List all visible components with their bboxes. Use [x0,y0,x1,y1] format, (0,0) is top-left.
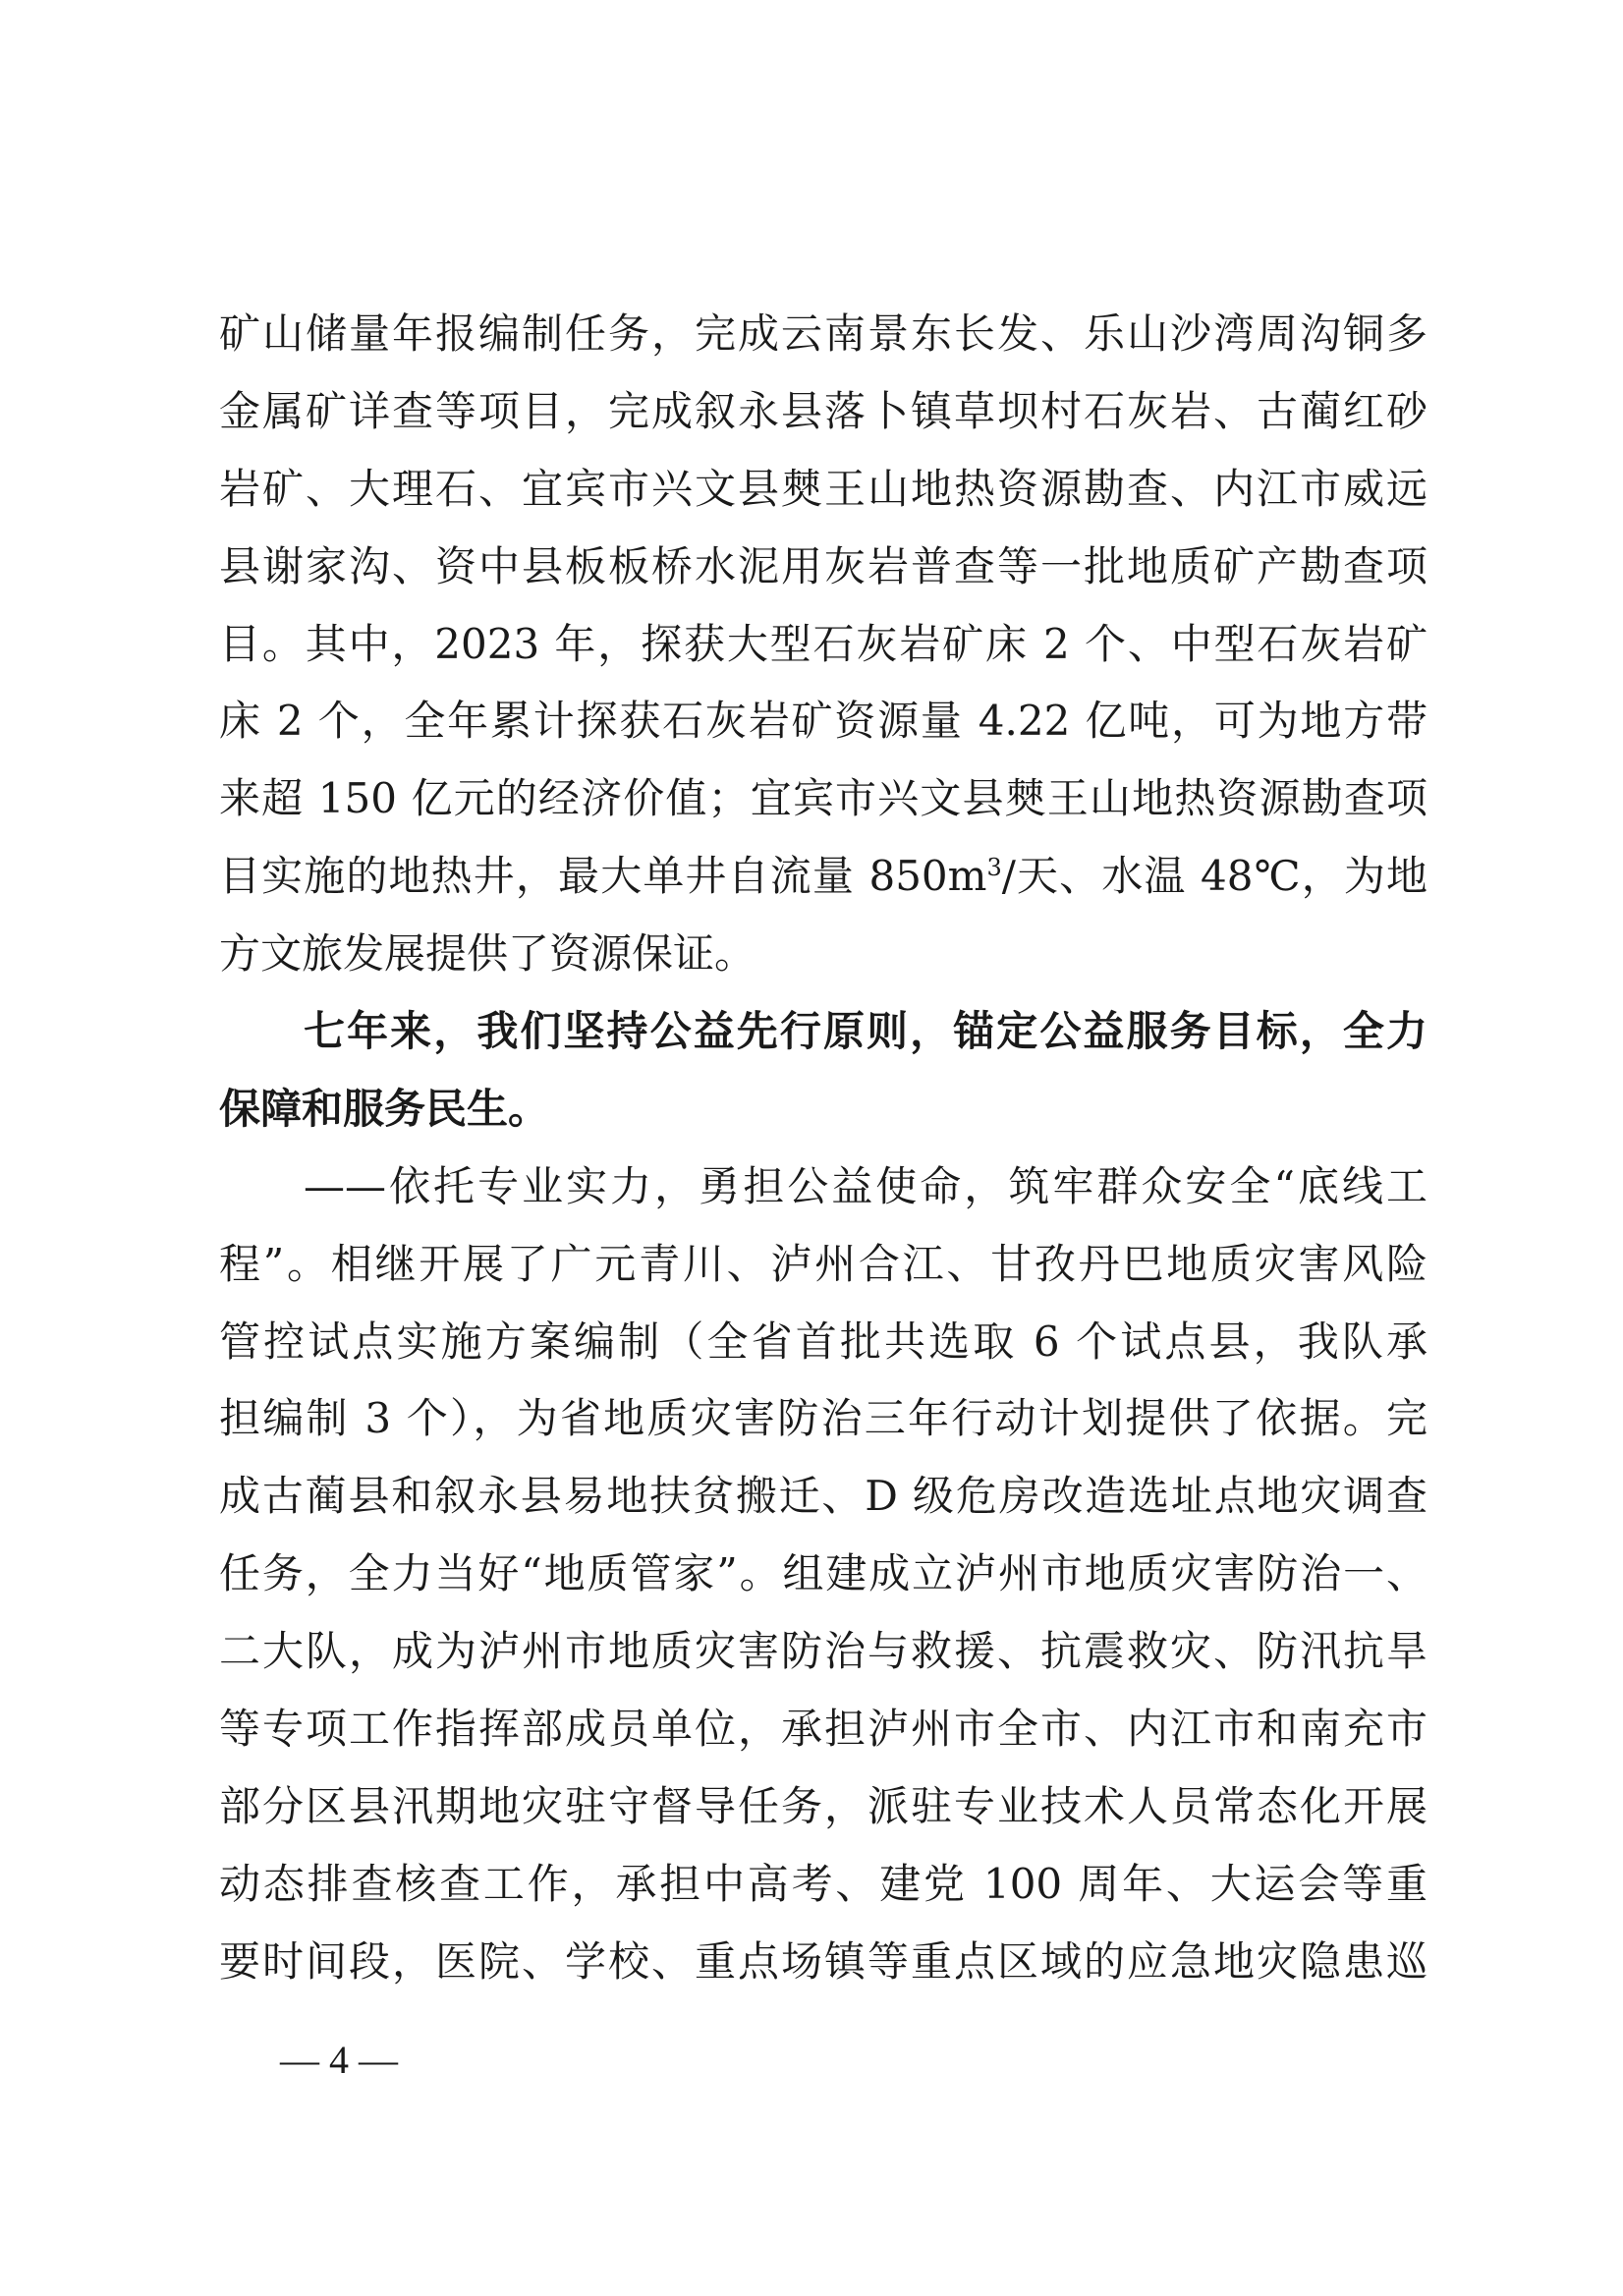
text-segment: 目实施的地热井，最大单井自流量 850m [219,852,987,901]
text-line: 岩矿、大理石、宜宾市兴文县僰王山地热资源勘查、内江市威远 [219,464,1427,513]
text-line: 动态排查核查工作，承担中高考、建党 100 周年、大运会等重 [219,1859,1427,1908]
text-line: 来超 150 亿元的经济价值；宜宾市兴文县僰王山地热资源勘查项 [219,774,1427,823]
text-line: 方文旅发展提供了资源保证。 [219,929,756,979]
text-line: 要时间段，医院、学校、重点场镇等重点区域的应急地灾隐患巡 [219,1936,1427,1986]
page-number: — 4 — [280,2038,398,2082]
text-line: 部分区县汛期地灾驻守督导任务，派驻专业技术人员常态化开展 [219,1781,1427,1830]
text-line-bold: 七年来，我们坚持公益先行原则，锚定公益服务目标，全力 [304,1007,1427,1056]
text-line: 床 2 个，全年累计探获石灰岩矿资源量 4.22 亿吨，可为地方带 [219,697,1427,746]
text-line: 等专项工作指挥部成员单位，承担泸州市全市、内江市和南充市 [219,1705,1427,1754]
text-line-bold: 保障和服务民生。 [219,1084,550,1133]
text-line: 目。其中，2023 年，探获大型石灰岩矿床 2 个、中型石灰岩矿 [219,619,1427,668]
body-text [219,296,1427,2001]
text-line: 金属矿详查等项目，完成叙永县落卜镇草坝村石灰岩、古蔺红砂 [219,386,1427,435]
superscript: 3 [986,854,1002,882]
text-line: 担编制 3 个），为省地质灾害防治三年行动计划提供了依据。完 [219,1394,1427,1443]
text-line: 管控试点实施方案编制（全省首批共选取 6 个试点县，我队承 [219,1316,1427,1366]
text-line: 矿山储量年报编制任务，完成云南景东长发、乐山沙湾周沟铜多 [219,309,1427,358]
text-line: 二大队，成为泸州市地质灾害防治与救援、抗震救灾、防汛抗旱 [219,1627,1427,1676]
text-line: 成古蔺县和叙永县易地扶贫搬迁、D 级危房改造选址点地灾调查 [219,1472,1427,1521]
text-line [219,838,1427,916]
text-segment: /天、水温 48℃，为地 [1001,852,1428,901]
text-line: 任务，全力当好“地质管家”。组建成立泸州市地质灾害防治一、 [219,1549,1427,1598]
text-line: 县谢家沟、资中县板板桥水泥用灰岩普查等一批地质矿产勘查项 [219,541,1427,590]
text-line: 程”。相继开展了广元青川、泸州合江、甘孜丹巴地质灾害风险 [219,1239,1427,1288]
text-line: ——依托专业实力，勇担公益使命，筑牢群众安全“底线工 [304,1161,1427,1210]
